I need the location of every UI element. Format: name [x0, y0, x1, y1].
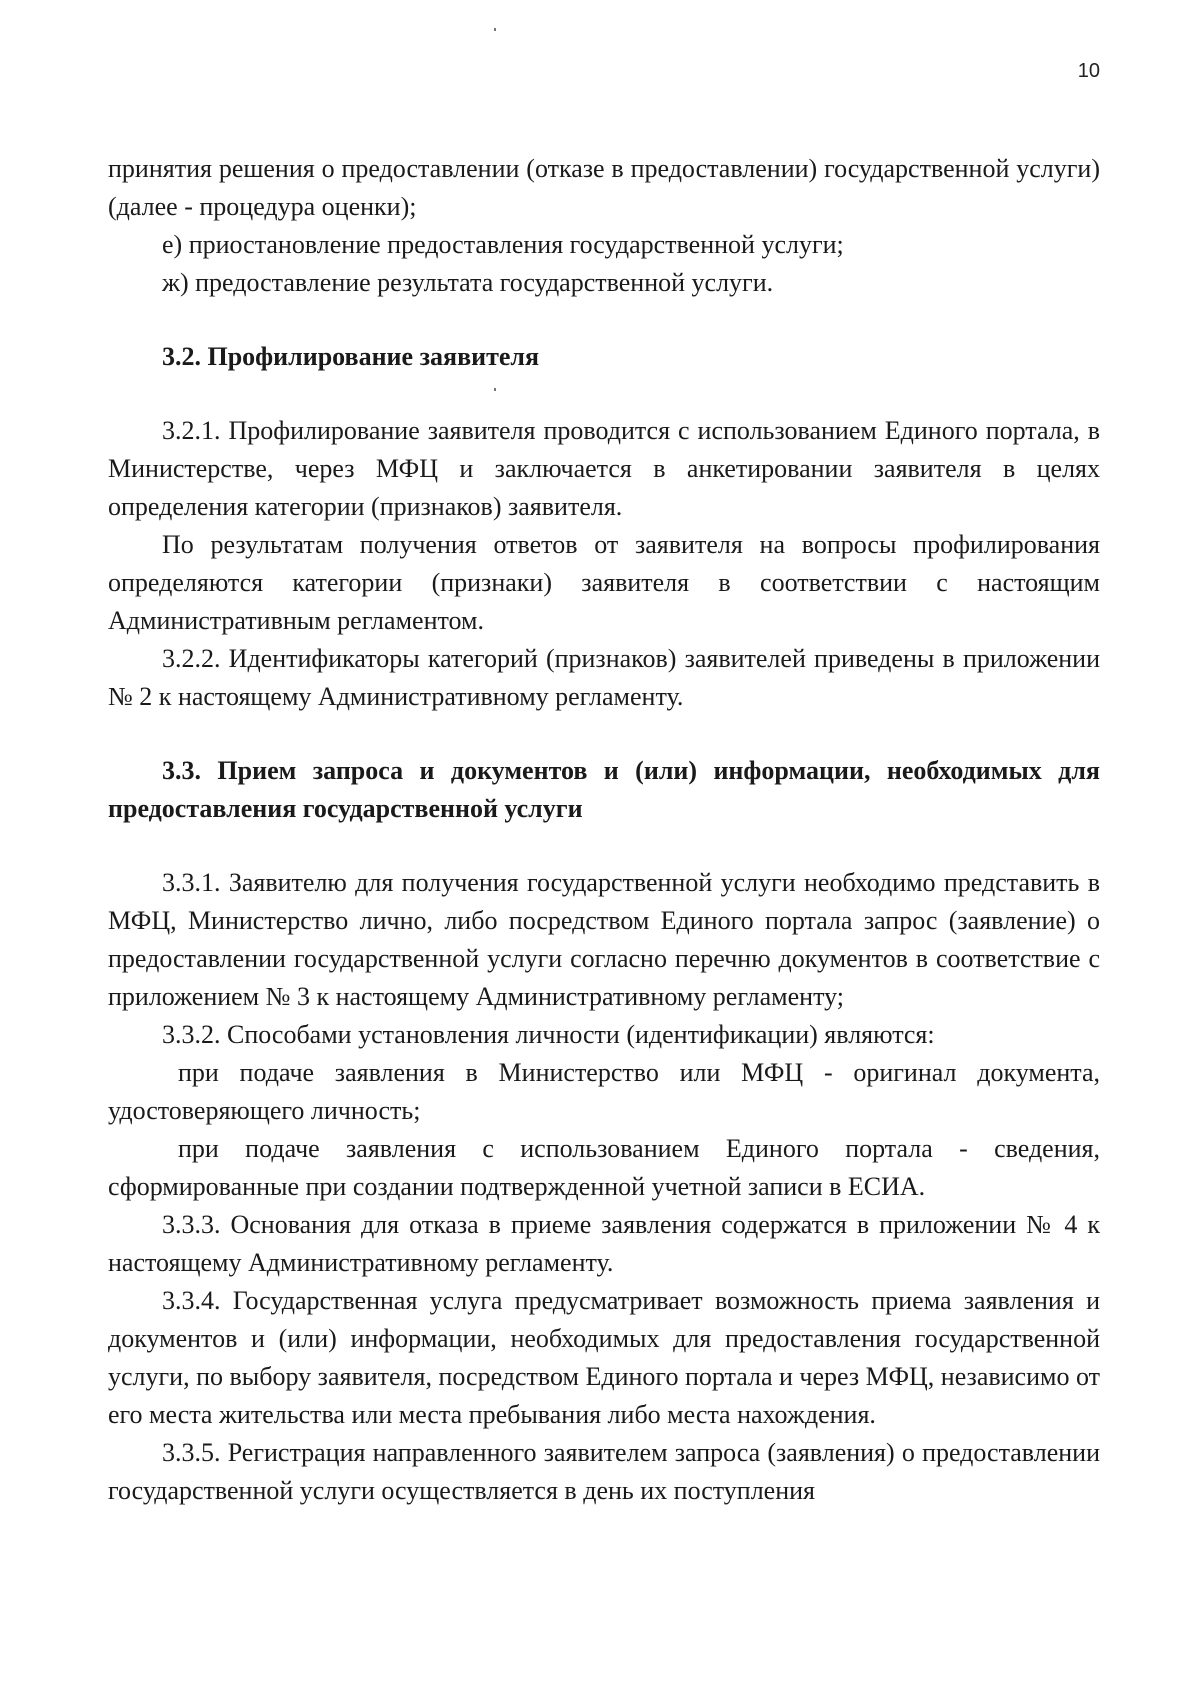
section-heading: 3.3. Прием запроса и документов и (или) информации, необходимых для предоставления государственной услуги — [108, 756, 1100, 823]
body-paragraph: 3.3.1. Заявителю для получения государственной услуги необходимо представить в МФЦ, Министерство лично, либо посредством Единого портала запрос (заявление) о предоставлении государственной услуги согласно перечню документов в соответствие с приложением № 3 к настоящему Административному регламенту; — [108, 868, 1100, 1011]
body-paragraph: 3.3.2. Способами установления личности (идентификации) являются: — [162, 1020, 935, 1049]
body-paragraph: 3.3.5. Регистрация направленного заявителем запроса (заявления) о предоставлении государственной услуги осуществляется в день их поступления — [108, 1438, 1100, 1505]
body-paragraph: 3.3.4. Государственная услуга предусматривает возможность приема заявления и документов и (или) информации, необходимых для предоставления государственной услуги, по выбору заявителя, посредством Единого портала и через МФЦ, независимо от его места жительства или места пребывания либо места нахождения. — [108, 1286, 1100, 1429]
body-paragraph: принятия решения о предоставлении (отказе в предоставлении) государственной услуги) (далее - процедура оценки); — [108, 154, 1100, 221]
section-heading: 3.2. Профилирование заявителя — [162, 342, 540, 371]
body-paragraph: при подаче заявления в Министерство или МФЦ - оригинал документа, удостоверяющего личность; — [108, 1058, 1100, 1125]
body-paragraph: 3.2.1. Профилирование заявителя проводится с использованием Единого портала, в Министерстве, через МФЦ и заключается в анкетировании заявителя в целях определения категории (признаков) заявителя. — [108, 416, 1100, 521]
body-paragraph: 3.3.3. Основания для отказа в приеме заявления содержатся в приложении № 4 к настоящему Административному регламенту. — [108, 1210, 1100, 1277]
document-body — [108, 150, 1100, 1510]
body-paragraph: е) приостановление предоставления государственной услуги; — [162, 230, 844, 259]
scan-speck — [494, 28, 496, 31]
body-paragraph: ж) предоставление результата государственной услуги. — [162, 268, 774, 297]
body-paragraph: 3.2.2. Идентификаторы категорий (признаков) заявителей приведены в приложении № 2 к настоящему Административному регламенту. — [108, 644, 1100, 711]
page-number: 10 — [1077, 60, 1100, 82]
body-paragraph: По результатам получения ответов от заявителя на вопросы профилирования определяются категории (признаки) заявителя в соответствии с настоящим Административным регламентом. — [108, 530, 1100, 635]
body-paragraph: при подаче заявления с использованием Единого портала - сведения, сформированные при создании подтвержденной учетной записи в ЕСИА. — [108, 1134, 1100, 1201]
